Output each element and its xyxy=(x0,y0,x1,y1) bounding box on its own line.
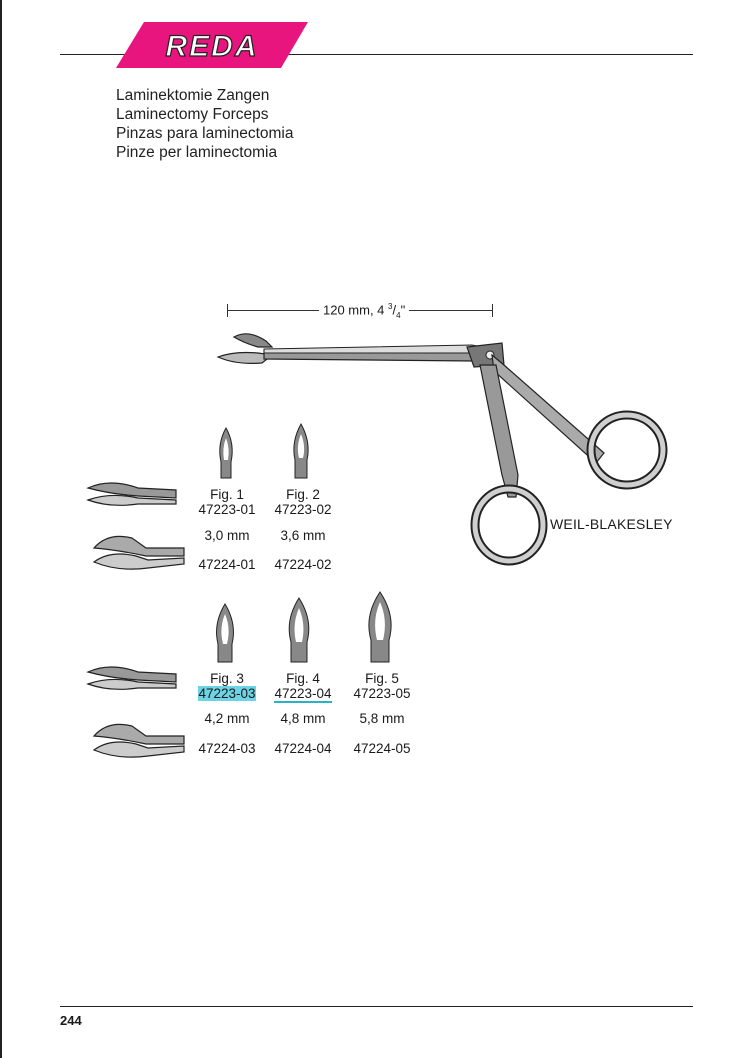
size-fig-4: 4,8 mm xyxy=(280,711,326,726)
model-name: WEIL-BLAKESLEY xyxy=(550,516,673,532)
code-47223-03 xyxy=(190,686,264,702)
fig-1-label: Fig. 1 xyxy=(210,487,244,502)
jaw-side-view-straight-1 xyxy=(80,474,180,514)
fig-4-label: Fig. 4 xyxy=(286,671,320,686)
code-47223-04-underlined: 47223-04 xyxy=(274,686,332,701)
title-en: Laminectomy Forceps xyxy=(116,106,269,123)
code-47224-01: 47224-01 xyxy=(198,557,256,572)
length-dimension xyxy=(227,300,493,322)
size-fig-2: 3,6 mm xyxy=(280,528,326,543)
jaw-front-fig-1 xyxy=(217,426,235,480)
page-number: 244 xyxy=(60,1013,82,1028)
title-es: Pinzas para laminectomia xyxy=(116,125,294,142)
code-47224-04: 47224-04 xyxy=(274,741,332,756)
code-47224-05: 47224-05 xyxy=(353,741,411,756)
left-margin-rule xyxy=(0,0,2,1058)
jaw-side-view-curved-1 xyxy=(88,528,188,574)
brand-logotype: REDA xyxy=(165,30,259,63)
code-47223-02: 47223-02 xyxy=(274,502,332,517)
title-de: Laminektomie Zangen xyxy=(116,87,270,104)
code-47224-02: 47224-02 xyxy=(274,557,332,572)
jaw-front-fig-2 xyxy=(291,422,311,480)
product-titles xyxy=(116,86,293,162)
size-fig-1: 3,0 mm xyxy=(204,528,250,543)
length-label: 120 mm, 4 $^3/_4$" xyxy=(319,302,409,320)
fig-3-label: Fig. 3 xyxy=(210,671,244,686)
size-fig-5: 5,8 mm xyxy=(359,711,405,726)
reda-logo xyxy=(116,22,311,75)
fig-5-label: Fig. 5 xyxy=(365,671,399,686)
jaw-side-view-straight-2 xyxy=(80,658,180,698)
code-47223-03-highlighted: 47223-03 xyxy=(198,686,256,701)
jaw-front-fig-3 xyxy=(213,602,237,664)
fig-2-label: Fig. 2 xyxy=(286,487,320,502)
code-47224-03: 47224-03 xyxy=(198,741,256,756)
jaw-side-view-curved-2 xyxy=(88,716,188,762)
size-fig-3: 4,2 mm xyxy=(204,711,250,726)
footer-rule xyxy=(60,1006,693,1007)
jaw-front-fig-5 xyxy=(364,590,396,664)
code-47223-04 xyxy=(266,686,340,702)
code-47223-05: 47223-05 xyxy=(353,686,411,701)
jaw-front-fig-4 xyxy=(285,596,313,664)
title-it: Pinze per laminectomia xyxy=(116,144,278,161)
code-47223-01: 47223-01 xyxy=(198,502,256,517)
